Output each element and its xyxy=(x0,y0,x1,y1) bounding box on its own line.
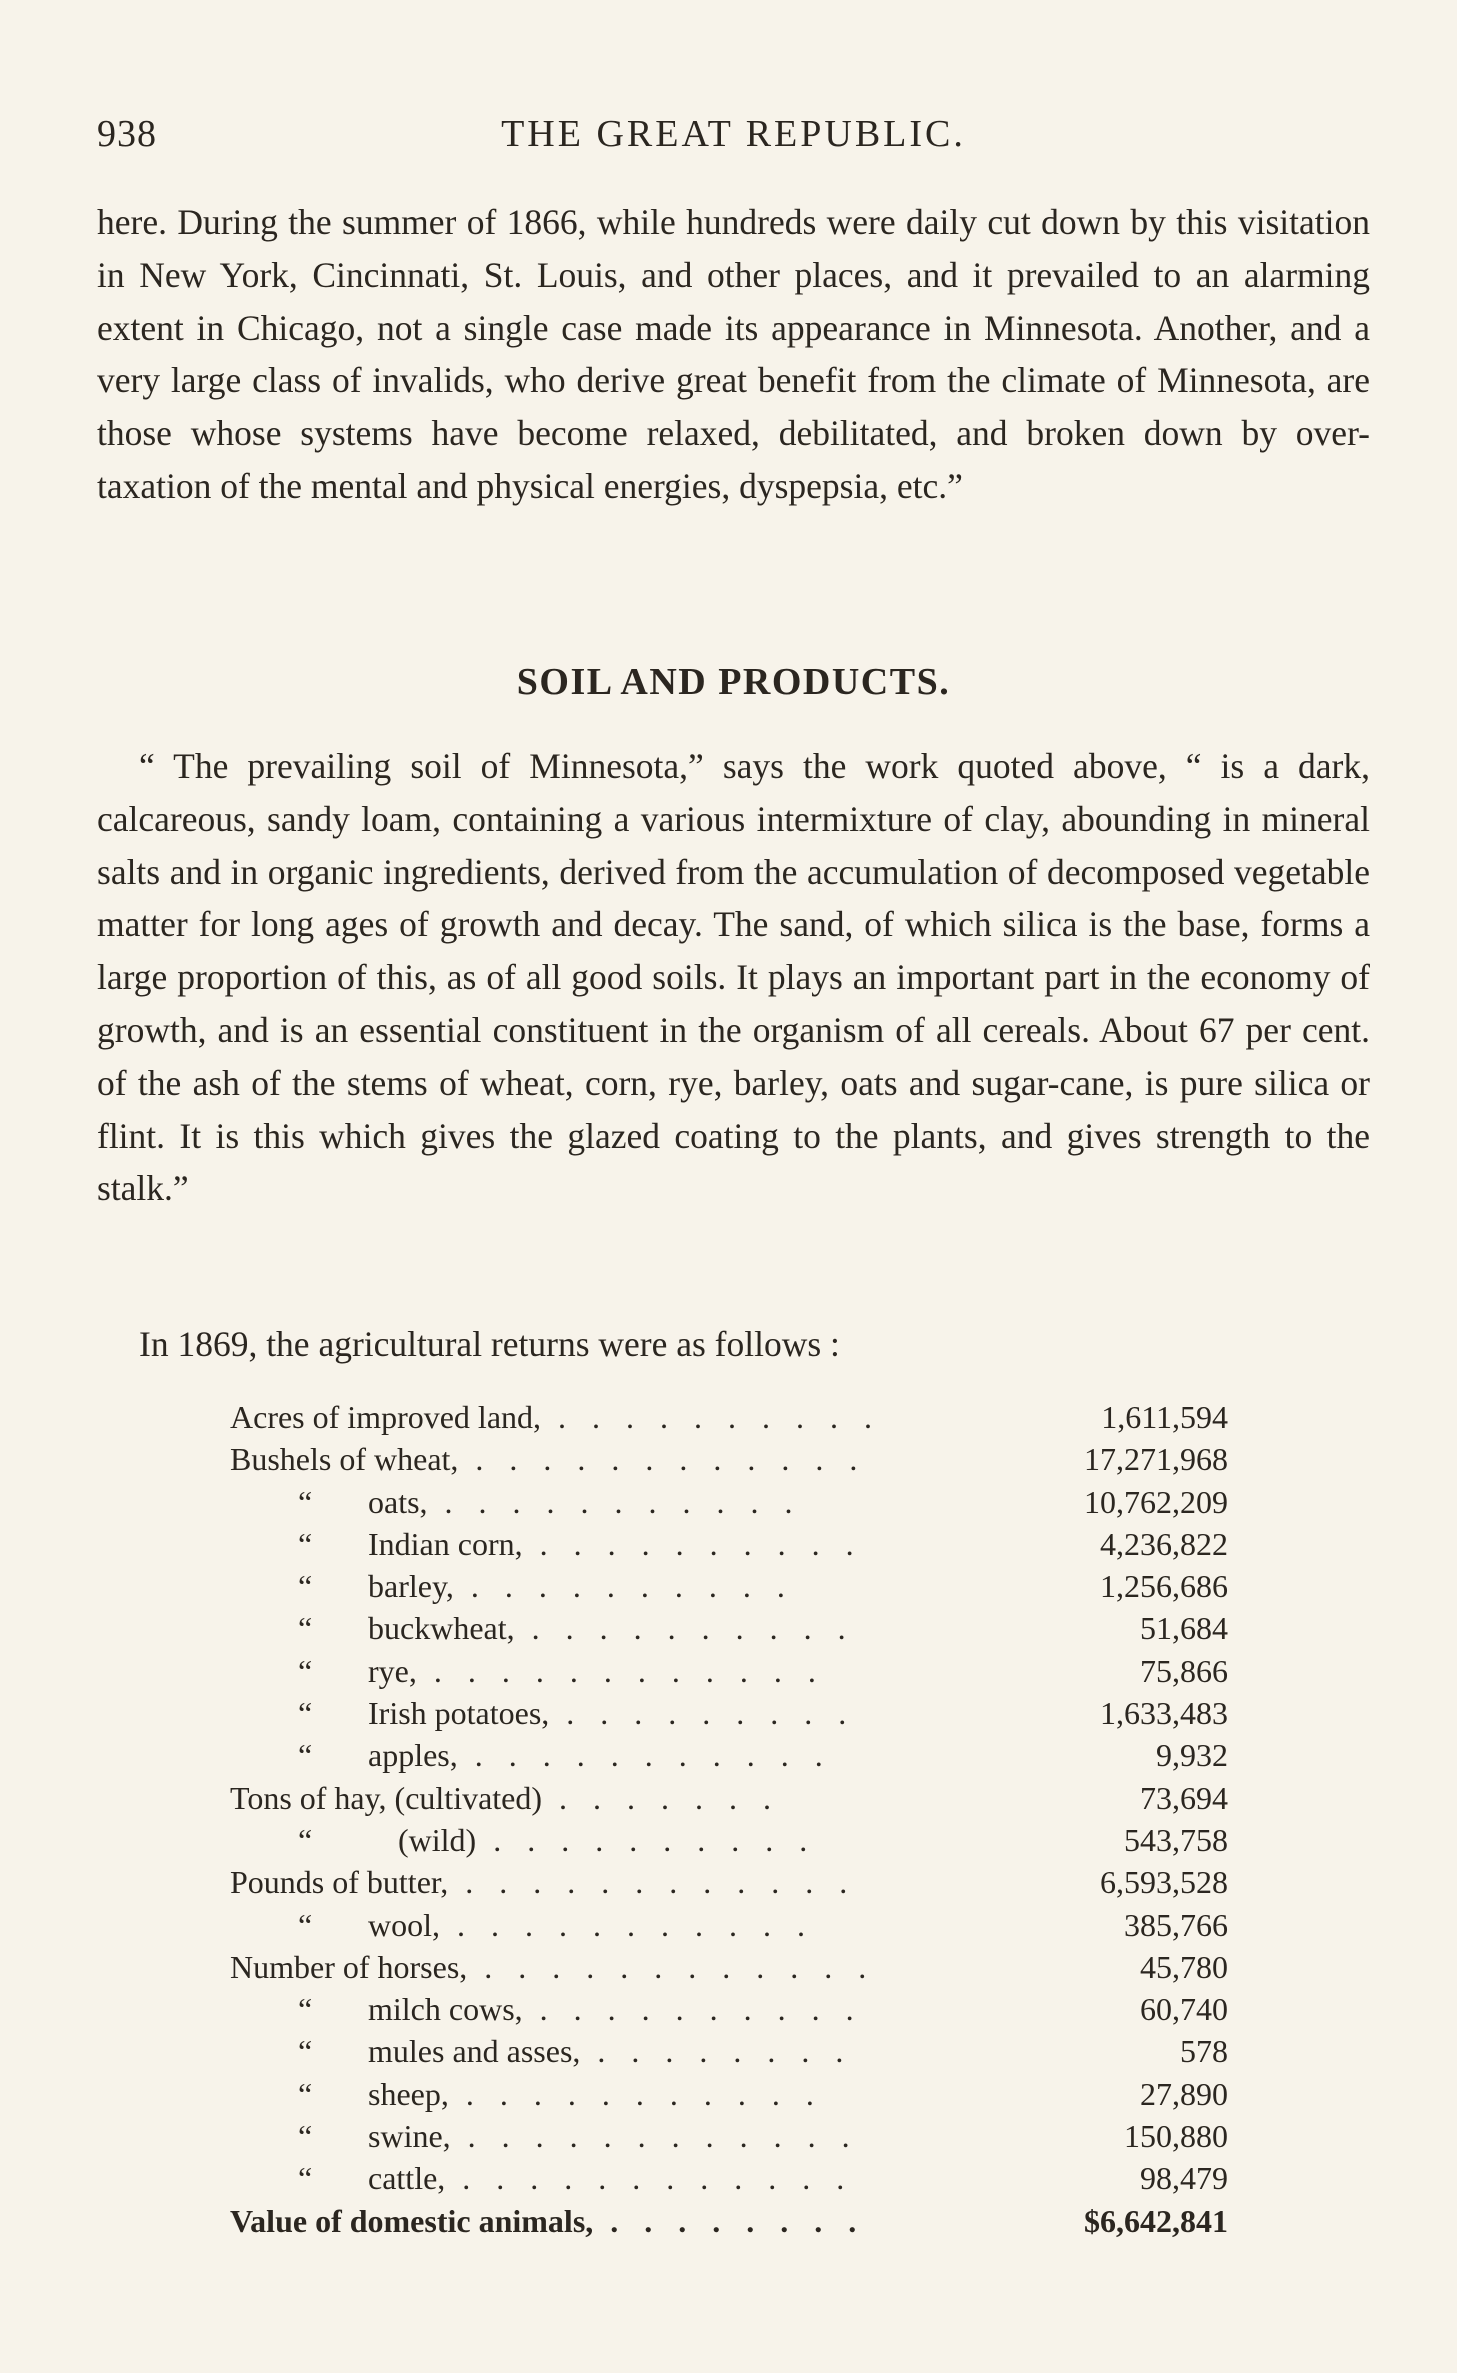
ditto-mark: “ xyxy=(298,2075,313,2112)
table-row xyxy=(230,2073,1228,2115)
dot-leader: . . . . . . . . . . . . xyxy=(458,1441,867,1478)
row-label: buckwheat, xyxy=(368,1610,515,1647)
dot-leader: . . . . . . . . . . . xyxy=(427,1483,802,1520)
ditto-mark: “ xyxy=(298,2033,313,2070)
table-row xyxy=(230,1692,1228,1734)
row-value: 578 xyxy=(1180,2033,1228,2070)
row-value: 75,866 xyxy=(1140,1652,1228,1689)
row-label: wool, xyxy=(368,1906,440,1943)
row-label: cattle, xyxy=(368,2160,446,2197)
table-row xyxy=(230,2157,1228,2199)
row-label: Pounds of butter, xyxy=(230,1864,449,1901)
ditto-mark: “ xyxy=(298,1610,313,1647)
row-label: swine, xyxy=(368,2118,451,2155)
table-row xyxy=(230,2200,1228,2242)
running-title: THE GREAT REPUBLIC. xyxy=(501,113,966,155)
dot-leader: . . . . . . . . xyxy=(580,2033,853,2070)
row-value: 543,758 xyxy=(1124,1821,1228,1858)
table-row xyxy=(230,2115,1228,2157)
table-row xyxy=(230,1988,1228,2030)
table-row xyxy=(230,1438,1228,1480)
row-label: barley, xyxy=(368,1568,454,1605)
paragraph-climate-continued: here. During the summer of 1866, while hundreds were daily cut down by this visitation in New York, Cincinnati, St. Louis, and other places, and it prevailed to an alarming extent in Chicago, not a single case made its appearance in Minnesota. Another, and a very large class of invalids, who derive great benefit from the climate of Minnesota, are those whose systems have become relaxed, debilitated, and broken down by over-taxation of the mental and physical energies, dyspepsia, etc.” xyxy=(97,202,1370,506)
table-row xyxy=(230,1734,1228,1776)
dot-leader: . . . . . . . . . . . xyxy=(457,1737,832,1774)
row-label: Bushels of wheat, xyxy=(230,1441,459,1478)
page-number: 938 xyxy=(97,113,157,155)
table-row xyxy=(230,1650,1228,1692)
ditto-mark: “ xyxy=(298,1906,313,1943)
row-label: Acres of improved land, xyxy=(230,1399,542,1435)
row-label: mules and asses, xyxy=(368,2033,581,2070)
table-row xyxy=(230,1523,1228,1565)
dot-leader: . . . . . . . . . . . . xyxy=(450,2118,859,2155)
dot-leader: . . . . . . . xyxy=(542,1779,781,1816)
table-row xyxy=(230,2030,1228,2072)
row-value: 150,880 xyxy=(1124,2118,1228,2155)
dot-leader: . . . . . . . . . . xyxy=(453,1568,794,1605)
dot-leader: . . . . . . . . . . xyxy=(522,1525,863,1562)
table-row xyxy=(230,1481,1228,1523)
section-heading-soil-and-products: SOIL AND PRODUCTS. xyxy=(516,661,951,703)
row-label: Number of horses, xyxy=(230,1948,468,1985)
dot-leader: . . . . . . . . . . . . xyxy=(467,1948,876,1985)
row-label: Value of domestic animals, xyxy=(230,2202,594,2239)
row-value: 60,740 xyxy=(1140,1991,1228,2028)
dot-leader: . . . . . . . . . . . . xyxy=(416,1652,825,1689)
row-value: 4,236,822 xyxy=(1100,1525,1228,1562)
ditto-mark: “ xyxy=(298,1568,313,1605)
row-value: 45,780 xyxy=(1140,1948,1228,1985)
row-label: Irish potatoes, xyxy=(368,1695,550,1732)
row-value: 1,611,594 xyxy=(1101,1399,1228,1435)
table-row xyxy=(230,1819,1228,1861)
ditto-mark: “ xyxy=(298,1737,313,1774)
row-label: (wild) xyxy=(398,1821,477,1858)
ditto-mark: “ xyxy=(298,1525,313,1562)
dot-leader: . . . . . . . . . . . . xyxy=(445,2160,854,2197)
row-label: sheep, xyxy=(368,2075,449,2112)
table-row xyxy=(230,1861,1228,1903)
row-label: milch cows, xyxy=(368,1991,523,2028)
row-value: 17,271,968 xyxy=(1084,1441,1228,1478)
row-label: apples, xyxy=(368,1737,458,1774)
row-value: 98,479 xyxy=(1140,2160,1228,2197)
paragraph-soil-quote: “ The prevailing soil of Minnesota,” says the work quoted above, “ is a dark, calcareous, sandy loam, containing a various intermixture of clay, abounding in mineral salts and in organic ingredients, derived from the accumulation of decomposed vegetable matter for long ages of growth and decay. The sand, of which silica is the base, forms a large proportion of this, as of all good soils. It plays an important part in the economy of growth, and is an essential constituent in the organism of all cereals. About 67 per cent. of the ash of the stems of wheat, corn, rye, barley, oats and sugar-cane, is pure silica or flint. It is this which gives the glazed coating to the plants, and gives strength to the stalk.” xyxy=(97,746,1370,1209)
dot-leader: . . . . . . . . . . xyxy=(541,1399,882,1435)
table-row xyxy=(230,1904,1228,1946)
ditto-mark: “ xyxy=(298,1695,313,1732)
table-row xyxy=(230,1607,1228,1649)
ditto-mark: “ xyxy=(298,1991,313,2028)
row-value: 27,890 xyxy=(1140,2075,1228,2112)
dot-leader: . . . . . . . . . . . xyxy=(440,1906,814,1943)
dot-leader: . . . . . . . . . . . xyxy=(448,2075,823,2112)
agricultural-returns-table xyxy=(230,1396,1228,2242)
dot-leader: . . . . . . . . . . xyxy=(476,1821,817,1858)
ditto-mark: “ xyxy=(298,1483,313,1520)
table-row xyxy=(230,1565,1228,1607)
dot-leader: . . . . . . . . . xyxy=(549,1695,856,1732)
table-row xyxy=(230,1946,1228,1988)
row-label: Tons of hay, (cultivated) xyxy=(230,1779,543,1816)
dot-leader: . . . . . . . . xyxy=(593,2202,866,2239)
row-value: 1,633,483 xyxy=(1100,1695,1228,1732)
dot-leader: . . . . . . . . . . . . xyxy=(448,1864,857,1901)
row-value: 51,684 xyxy=(1140,1610,1228,1647)
dot-leader: . . . . . . . . . . xyxy=(514,1610,855,1647)
paragraph-returns-intro: In 1869, the agricultural returns were as follows : xyxy=(139,1324,840,1364)
row-value: $6,642,841 xyxy=(1084,2202,1228,2239)
ditto-mark: “ xyxy=(298,1652,313,1689)
row-value: 73,694 xyxy=(1140,1779,1228,1816)
row-value: 385,766 xyxy=(1124,1906,1228,1943)
ditto-mark: “ xyxy=(298,1821,313,1858)
page-header xyxy=(97,112,1370,160)
row-value: 1,256,686 xyxy=(1100,1568,1228,1605)
row-label: Indian corn, xyxy=(368,1525,523,1562)
row-label: oats, xyxy=(368,1483,428,1520)
row-value: 9,932 xyxy=(1156,1737,1228,1774)
table-row xyxy=(230,1396,1228,1438)
ditto-mark: “ xyxy=(298,2118,313,2155)
row-label: rye, xyxy=(368,1652,417,1689)
row-value: 6,593,528 xyxy=(1100,1864,1228,1901)
dot-leader: . . . . . . . . . . xyxy=(522,1991,863,2028)
ditto-mark: “ xyxy=(298,2160,313,2197)
table-row xyxy=(230,1777,1228,1819)
row-value: 10,762,209 xyxy=(1084,1483,1228,1520)
